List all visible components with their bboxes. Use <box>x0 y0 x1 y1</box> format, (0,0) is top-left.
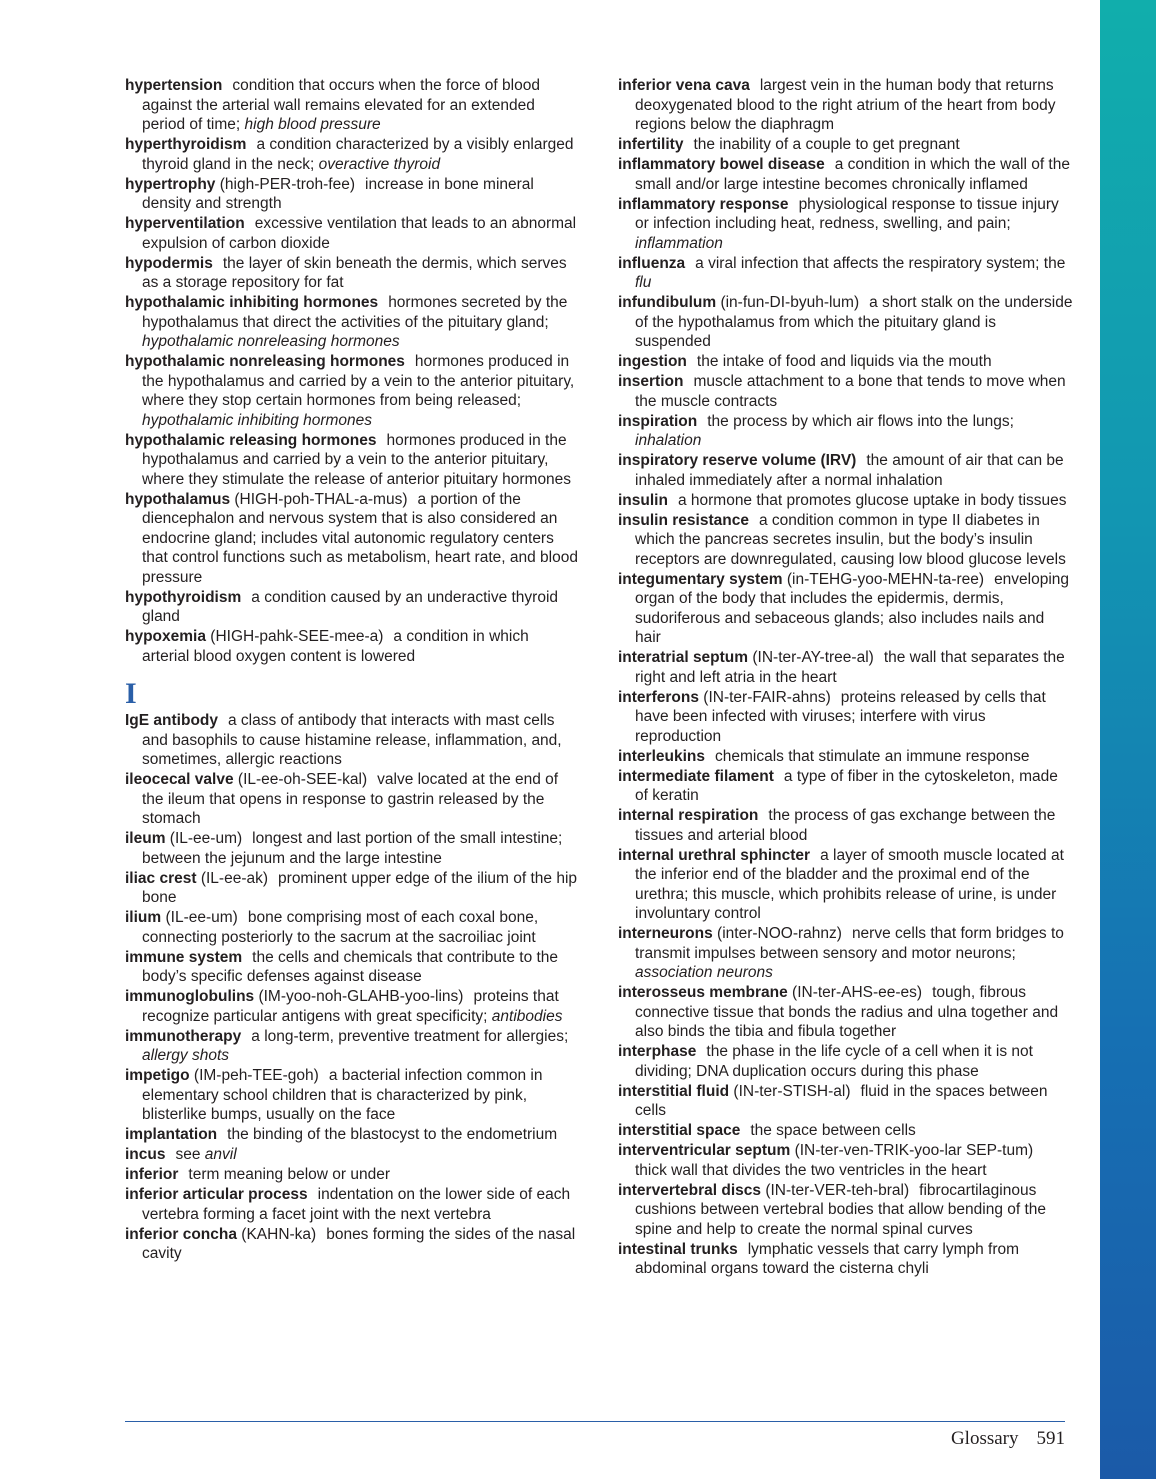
glossary-term: hypothalamus <box>125 490 231 508</box>
glossary-term: ileocecal valve <box>125 771 234 788</box>
definition: a condition caused by an underactive thyroid gland <box>142 588 559 625</box>
definition: valve located at the end of the ileum that opens in response to gastrin released by the stomach <box>142 771 559 827</box>
glossary-term: insertion <box>618 373 684 390</box>
glossary-entry <box>125 1066 580 1125</box>
glossary-term: incus <box>125 1146 166 1163</box>
glossary-entry <box>618 254 1073 293</box>
definition: the space between cells <box>750 1122 916 1139</box>
glossary-entry <box>125 293 580 352</box>
glossary-term: interferons <box>618 688 699 706</box>
glossary-entry <box>618 1042 1073 1081</box>
definition: a portion of the diencephalon and nervous system that is also considered an endocrine gland; includes vital autonomic regulatory centers that control functions such as metabolism, heart rate, and blood pressure <box>142 490 578 586</box>
glossary-term: hypothalamic nonreleasing hormones <box>125 353 405 370</box>
definition: nerve cells that form bridges to transmit impulses between sensory and motor neurons; <box>635 925 1064 962</box>
glossary-entry <box>618 688 1073 747</box>
entries-right <box>618 76 1073 1279</box>
glossary-entry <box>618 511 1073 570</box>
pronunciation: (HIGH-poh-THAL-a-mus) <box>234 490 408 508</box>
glossary-term: hypothalamic inhibiting hormones <box>125 294 379 311</box>
pronunciation: (IL-ee-ak) <box>200 869 269 887</box>
pronunciation: (HIGH-pahk-SEE-mee-a) <box>210 628 384 645</box>
definition: indentation on the lower side of each vertebra forming a facet joint with the next vertebra <box>142 1186 571 1223</box>
definition: fibrocartilaginous cushions between vertebral bodies that allow bending of the spine and help to create the normal spinal curves <box>635 1181 1047 1238</box>
glossary-term: hypothyroidism <box>125 588 242 606</box>
definition: a condition in which the wall of the small and/or large intestine becomes chronically inflamed <box>635 156 1070 193</box>
definition: the cells and chemicals that contribute to the body’s specific defenses against disease <box>142 948 559 985</box>
pronunciation: (IL-ee-um) <box>169 830 243 847</box>
glossary-entry <box>618 372 1073 411</box>
glossary-term: implantation <box>125 1126 218 1143</box>
glossary-entry <box>125 770 580 829</box>
glossary-entry <box>125 214 580 253</box>
pronunciation: (in-fun-DI-byuh-lum) <box>720 294 860 311</box>
glossary-column-right <box>618 76 1073 1279</box>
definition: largest vein in the human body that returns deoxygenated blood to the right atrium of the heart from body regions below the diaphragm <box>635 77 1056 133</box>
alternate-term: antibodies <box>491 1007 563 1025</box>
glossary-entry <box>618 846 1073 924</box>
glossary-entry <box>618 570 1073 648</box>
glossary-term: internal respiration <box>618 807 759 824</box>
glossary-term: insulin resistance <box>618 511 749 529</box>
definition: condition that occurs when the force of blood against the arterial wall remains elevated for an extended period of time; <box>142 77 540 133</box>
glossary-term: hyperthyroidism <box>125 136 247 153</box>
definition: the process by which air flows into the lungs; <box>707 412 1014 430</box>
definition: fluid in the spaces between cells <box>635 1082 1048 1119</box>
definition: the intake of food and liquids via the mouth <box>696 353 992 370</box>
glossary-entry <box>125 869 580 908</box>
glossary-entry <box>125 431 580 490</box>
glossary-entry <box>125 908 580 947</box>
glossary-term: integumentary system <box>618 570 783 588</box>
definition: increase in bone mineral density and strength <box>142 175 534 212</box>
glossary-term: hypothalamic releasing hormones <box>125 431 377 449</box>
glossary-term: interphase <box>618 1043 697 1060</box>
alternate-term: anvil <box>204 1146 237 1163</box>
alternate-term: hypothalamic inhibiting hormones <box>142 411 373 429</box>
glossary-entry <box>618 1141 1073 1180</box>
glossary-term: hypodermis <box>125 254 213 272</box>
alternate-term: high blood pressure <box>244 116 381 133</box>
glossary-entry <box>618 451 1073 490</box>
pronunciation: (IN-ter-FAIR-ahns) <box>703 688 831 706</box>
definition: the wall that separates the right and left atria in the heart <box>635 649 1065 686</box>
definition: longest and last portion of the small intestine; between the jejunum and the large intestine <box>142 830 563 867</box>
glossary-term: inferior <box>125 1166 179 1183</box>
definition: a type of fiber in the cytoskeleton, made of keratin <box>635 767 1058 804</box>
glossary-entry <box>618 155 1073 194</box>
definition: the phase in the life cycle of a cell when it is not dividing; DNA duplication occurs during this phase <box>635 1043 1033 1080</box>
pronunciation: (IN-ter-AHS-ee-es) <box>792 984 923 1001</box>
definition: enveloping organ of the body that includes the epidermis, dermis, sudoriferous and sebaceous glands; also includes nails and hair <box>635 570 1070 646</box>
definition: hormones secreted by the hypothalamus that direct the activities of the pituitary gland; <box>142 294 568 331</box>
glossary-entry <box>618 1240 1073 1279</box>
alternate-term: hypothalamic nonreleasing hormones <box>142 333 400 350</box>
glossary-term: hypertension <box>125 77 223 94</box>
glossary-term: immune system <box>125 948 243 966</box>
definition: physiological response to tissue injury or infection including heat, redness, swelling, and pain; <box>635 195 1059 232</box>
glossary-entry <box>618 983 1073 1042</box>
glossary-entry <box>125 135 580 174</box>
glossary-term: interosseus membrane <box>618 984 788 1001</box>
glossary-entry <box>618 806 1073 845</box>
definition: hormones produced in the hypothalamus and carried by a vein to the anterior pituitary, where they stimulate the release of anterior pituitary hormones <box>142 431 572 488</box>
glossary-entry <box>125 711 580 770</box>
glossary-entry <box>125 1185 580 1224</box>
glossary-entry <box>618 767 1073 806</box>
alternate-term: flu <box>635 274 652 291</box>
glossary-term: inferior articular process <box>125 1186 308 1203</box>
glossary-entry <box>618 1181 1073 1240</box>
glossary-term: ilium <box>125 909 162 926</box>
glossary-entry <box>618 135 1073 155</box>
glossary-term: influenza <box>618 254 686 272</box>
glossary-term: infundibulum <box>618 294 717 311</box>
definition: the amount of air that can be inhaled immediately after a normal inhalation <box>635 452 1064 489</box>
definition: prominent upper edge of the ilium of the hip bone <box>142 869 578 906</box>
glossary-term: inflammatory response <box>618 195 789 213</box>
pronunciation: (IM-peh-TEE-goh) <box>193 1067 319 1084</box>
glossary-entry <box>125 175 580 214</box>
pronunciation: (IN-ter-VER-teh-bral) <box>765 1181 910 1199</box>
glossary-entry <box>125 1145 580 1165</box>
alternate-term: inflammation <box>635 234 723 252</box>
alternate-term: inhalation <box>635 432 702 449</box>
glossary-term: interleukins <box>618 747 705 765</box>
glossary-term: inspiration <box>618 412 698 430</box>
glossary-term: intestinal trunks <box>618 1240 738 1258</box>
glossary-term: intermediate filament <box>618 767 774 785</box>
glossary-term: internal urethral sphincter <box>618 846 811 864</box>
glossary-entry <box>125 987 580 1026</box>
definition: the inability of a couple to get pregnant <box>693 136 960 153</box>
glossary-term: hypertrophy <box>125 175 216 193</box>
entries-h <box>125 76 580 666</box>
pronunciation: (IN-ter-AY-tree-al) <box>752 649 874 666</box>
glossary-entry <box>618 1121 1073 1141</box>
pronunciation: (high-PER-troh-fee) <box>219 175 355 193</box>
definition: the layer of skin beneath the dermis, which serves as a storage repository for fat <box>142 254 567 291</box>
page-number: 591 <box>1036 1428 1065 1449</box>
definition: a long-term, preventive treatment for allergies; <box>251 1027 569 1045</box>
glossary-entry <box>618 293 1073 352</box>
definition: term meaning below or under <box>188 1166 391 1183</box>
definition: tough, fibrous connective tissue that bonds the radius and ulna together and also binds the tibia and fibula together <box>635 984 1059 1040</box>
glossary-entry <box>125 254 580 293</box>
glossary-term: immunoglobulins <box>125 988 255 1005</box>
glossary-term: inspiratory reserve volume (IRV) <box>618 452 857 469</box>
pronunciation: (IL-ee-um) <box>165 909 238 926</box>
glossary-term: ileum <box>125 830 166 847</box>
definition: a viral infection that affects the respiratory system; the <box>695 254 1066 272</box>
definition: excessive ventilation that leads to an abnormal expulsion of carbon dioxide <box>142 215 577 252</box>
definition: thick wall that divides the two ventricles in the heart <box>635 1161 987 1179</box>
glossary-entry <box>125 627 580 666</box>
definition: bones forming the sides of the nasal cavity <box>142 1225 576 1262</box>
glossary-term: inferior concha <box>125 1225 237 1243</box>
glossary-term: interstitial space <box>618 1122 741 1139</box>
glossary-entry <box>618 1082 1073 1121</box>
glossary-entry <box>618 491 1073 511</box>
glossary-entry <box>125 490 580 588</box>
glossary-term: impetigo <box>125 1067 190 1084</box>
glossary-entry <box>125 1125 580 1145</box>
glossary-term: insulin <box>618 491 668 509</box>
glossary-term: hyperventilation <box>125 215 245 232</box>
definition: proteins released by cells that have been infected with viruses; interfere with virus reproduction <box>635 688 1046 745</box>
glossary-entry <box>618 352 1073 372</box>
definition: lymphatic vessels that carry lymph from abdominal organs toward the cisterna chyli <box>635 1240 1020 1277</box>
glossary-term: interatrial septum <box>618 649 749 666</box>
glossary-entry <box>125 588 580 627</box>
pronunciation: (in-TEHG-yoo-MEHN-ta-ree) <box>786 570 985 588</box>
definition: a short stalk on the underside of the hypothalamus from which the pituitary gland is suspended <box>635 294 1073 350</box>
glossary-term: inflammatory bowel disease <box>618 156 825 173</box>
definition: bone comprising most of each coxal bone, connecting posteriorly to the sacrum at the sacroiliac joint <box>142 909 539 946</box>
pronunciation: (inter-NOO-rahnz) <box>717 925 842 942</box>
glossary-term: ingestion <box>618 353 687 370</box>
pronunciation: (IM-yoo-noh-GLAHB-yoo-lins) <box>258 988 464 1005</box>
definition: a condition in which arterial blood oxygen content is lowered <box>142 628 529 665</box>
pronunciation: (IN-ter-STISH-al) <box>733 1082 851 1100</box>
glossary-entry <box>125 76 580 135</box>
definition: a bacterial infection common in elementary school children that is characterized by pink, blisterlike bumps, usually on the face <box>142 1067 543 1123</box>
alternate-term: overactive thyroid <box>318 155 441 173</box>
glossary-entry <box>618 648 1073 687</box>
pronunciation: (IN-ter-ven-TRIK-yoo-lar SEP-tum) <box>794 1142 1034 1159</box>
glossary-term: hypoxemia <box>125 628 206 645</box>
definition: a class of antibody that interacts with mast cells and basophils to cause histamine release, inflammation, and, sometimes, allergic reactions <box>142 712 562 768</box>
definition: chemicals that stimulate an immune response <box>715 747 1030 765</box>
glossary-entry <box>618 195 1073 254</box>
glossary-term: IgE antibody <box>125 712 218 729</box>
glossary-entry <box>125 1225 580 1264</box>
glossary-term: interstitial fluid <box>618 1082 730 1100</box>
glossary-entry <box>618 747 1073 767</box>
footer-rule <box>125 1421 1065 1422</box>
definition: the binding of the blastocyst to the endometrium <box>227 1126 558 1143</box>
footer-label: Glossary <box>950 1428 1019 1449</box>
definition: hormones produced in the hypothalamus and carried by a vein to the anterior pituitary, where they stop certain hormones from being released; <box>142 353 575 409</box>
glossary-entry <box>125 352 580 430</box>
glossary-term: infertility <box>618 136 684 153</box>
definition: muscle attachment to a bone that tends to move when the muscle contracts <box>635 373 1066 410</box>
glossary-entry <box>618 412 1073 451</box>
pronunciation: (KAHN-ka) <box>241 1225 317 1243</box>
glossary-column-left <box>125 76 580 1264</box>
glossary-entry <box>125 1027 580 1066</box>
glossary-term: interventricular septum <box>618 1142 791 1159</box>
glossary-entry <box>125 829 580 868</box>
alternate-term: allergy shots <box>142 1047 230 1064</box>
definition: a layer of smooth muscle located at the inferior end of the bladder and the proximal end of the urethra; this muscle, which prohibits release of urine, is under involuntary control <box>635 846 1064 922</box>
definition: the process of gas exchange between the tissues and arterial blood <box>635 807 1056 844</box>
definition: a hormone that promotes glucose uptake in body tissues <box>677 491 1067 509</box>
glossary-term: immunotherapy <box>125 1027 242 1045</box>
definition: see <box>175 1146 205 1163</box>
glossary-entry <box>618 924 1073 983</box>
definition: proteins that recognize particular antigens with great specificity; <box>142 988 559 1025</box>
glossary-term: iliac crest <box>125 869 197 887</box>
section-letter: I <box>125 677 137 710</box>
page-footer <box>951 1428 1065 1450</box>
alternate-term: association neurons <box>635 964 773 981</box>
glossary-entry <box>618 76 1073 135</box>
decorative-color-bar <box>1100 0 1156 1479</box>
glossary-term: interneurons <box>618 925 713 942</box>
glossary-term: intervertebral discs <box>618 1181 762 1199</box>
pronunciation: (IL-ee-oh-SEE-kal) <box>237 771 368 788</box>
glossary-entry <box>125 948 580 987</box>
definition: a condition characterized by a visibly enlarged thyroid gland in the neck; <box>142 136 574 173</box>
glossary-entry <box>125 1165 580 1185</box>
glossary-term: inferior vena cava <box>618 77 750 94</box>
entries-i <box>125 711 580 1264</box>
definition: a condition common in type II diabetes in which the pancreas secretes insulin, but the body’s insulin receptors are downregulated, causing low blood glucose levels <box>635 511 1066 568</box>
